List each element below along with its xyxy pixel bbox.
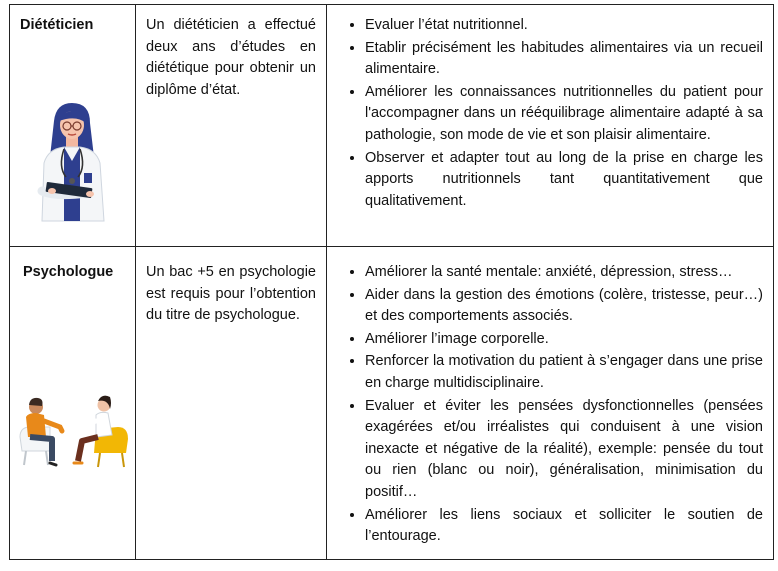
list-item: • Améliorer les liens sociaux et solliciter le soutien de l’entourage. bbox=[365, 504, 763, 548]
list-item: • Améliorer les connaissances nutritionnelles du patient pour l'accompagner dans un rééquilibrage alimentaire adapté à sa pathologie, son mode de vie et son plaisir alimentaire. bbox=[365, 81, 763, 147]
list-item: • Evaluer et éviter les pensées dysfonctionnelles (pensées exagérées et/ou irréalistes qui conduisent à une vision inexacte et négative de la réalité), exemple: pensée du tout ou rien (blanc ou noir), généralisation, minimisation du positif… bbox=[365, 395, 763, 504]
roles-table bbox=[9, 4, 774, 560]
tasks-cell bbox=[327, 247, 774, 560]
role-cell bbox=[10, 5, 136, 247]
role-cell bbox=[10, 247, 136, 560]
list-item: • Améliorer la santé mentale: anxiété, dépression, stress… bbox=[365, 261, 763, 284]
description-text: Un bac +5 en psychologie est requis pour l’obtention du titre de psychologue. bbox=[146, 264, 316, 323]
list-item: • Aider dans la gestion des émotions (colère, tristesse, peur…) et des comportements associés. bbox=[365, 284, 763, 328]
therapy-session-illustration-icon bbox=[16, 387, 132, 473]
list-item: • Evaluer l’état nutritionnel. bbox=[365, 14, 763, 37]
tasks-list bbox=[327, 247, 773, 548]
table-row-dieteticien bbox=[10, 5, 774, 247]
description-cell bbox=[136, 247, 327, 560]
list-item: • Etablir précisément les habitudes alimentaires via un recueil alimentaire. bbox=[365, 37, 763, 81]
role-title: Psychologue bbox=[23, 264, 114, 280]
dietitian-clipboard-illustration-icon bbox=[26, 101, 118, 227]
table-row-psychologue bbox=[10, 247, 774, 560]
description-text: Un diététicien a effectué deux ans d’études en diététique pour obtenir un diplôme d’état. bbox=[146, 17, 316, 98]
list-item: • Améliorer l’image corporelle. bbox=[365, 328, 763, 351]
tasks-cell bbox=[327, 5, 774, 247]
description-cell bbox=[136, 5, 327, 247]
tasks-list bbox=[327, 5, 773, 212]
role-title: Diététicien bbox=[20, 17, 94, 33]
list-item: • Observer et adapter tout au long de la prise en charge les apports nutritionnels tant quantitativement que qualitativement. bbox=[365, 147, 763, 213]
list-item: • Renforcer la motivation du patient à s’engager dans une prise en charge multidisciplinaire. bbox=[365, 350, 763, 394]
